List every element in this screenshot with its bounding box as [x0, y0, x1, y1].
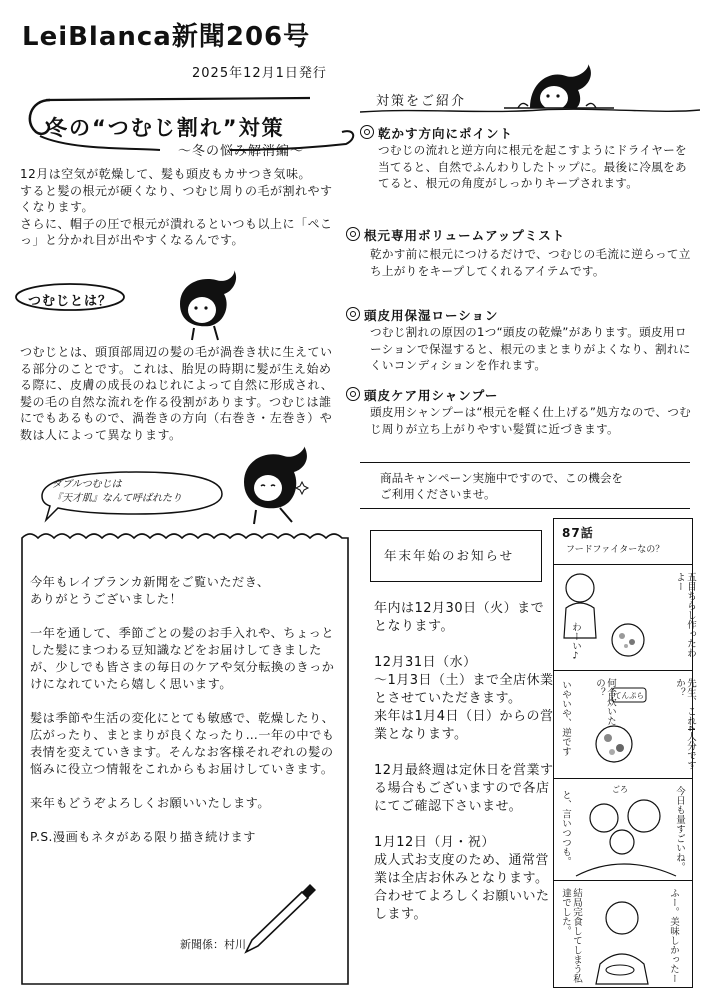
- notice-title: 年末年始のお知らせ: [384, 548, 515, 563]
- spiral-icon: [360, 125, 374, 139]
- comic-dialogue: と、言いつつも。: [560, 790, 571, 866]
- campaign-text: 商品キャンペーン実施中ですので、この機会を ご利用くださいませ。: [380, 471, 624, 501]
- feature-subtitle: 〜冬の悩み解消編〜: [178, 144, 305, 159]
- measure-1-title: 乾かす方向にポイント: [360, 124, 513, 142]
- notice-body: 年内は12月30日（火）までとなります。 12月31日（水） 〜1月3日（土）まで全店休業とさせていただきます。 来年は1月4日（日）からの営業となります。 12月最終週は定休日を営業する場合もございますので各店にてご確認下さいませ。 1月12日（月・祝） 成人式お支度のため、通常営業は全店お休みとなります。 合わせてよろしくお願いいたします。: [374, 601, 554, 922]
- comic-title: フードファイターなの？: [566, 545, 665, 555]
- measure-1-text: つむじの流れと逆方向に根元を起こすようにドライヤーを当てると、自然でふんわりしたトップに。最後に冷風をあてると、根元の角度がしっかりキープされます。: [378, 143, 687, 191]
- measure-4-text: 頭皮用シャンプーは“根元を軽く仕上げる”処方なので、つむじ周りが立ち上がりやすい髪質に近づきます。: [370, 405, 692, 436]
- spiral-icon: [346, 307, 360, 321]
- spiral-icon: [346, 387, 360, 401]
- comic-panel-divider: [553, 778, 693, 779]
- mascot-thinking-illustration: [170, 270, 240, 342]
- signature: 新聞係：村川: [180, 938, 246, 951]
- measure-4-title: 頭皮ケア用シャンプー: [346, 386, 498, 404]
- spiral-icon: [346, 227, 360, 241]
- comic-panel-divider: [553, 880, 693, 881]
- comic-dialogue: ふー。美味しかったー: [668, 888, 679, 983]
- comic-sfx: ごろ: [612, 785, 628, 794]
- measures-divider: [360, 106, 700, 116]
- campaign-rule-top: [360, 462, 690, 463]
- comic-dialogue: わーい♪: [570, 622, 581, 662]
- comic-sfx: てんぷら: [614, 691, 644, 700]
- measures-heading: 対策をご紹介: [376, 94, 467, 109]
- what-is-body: つむじとは、頭頂部周辺の髪の毛が渦巻き状に生えている部分のことです。これは、胎児の時期に髪が生え始める際に、皮膚の成長のねじれによって自然に形成され、髪の毛の自然な流れを作る役割があります。つむじは誰にでもあるもので、渦巻きの方向（右巻き・左巻き）や数は人によって異なります。: [20, 345, 334, 442]
- mascot-pointing-illustration: [236, 446, 314, 526]
- measure-2-text: 乾かす前に根元につけるだけで、つむじの毛流に逆らって立ち上がりをキープしてくれるアイテムです。: [370, 247, 691, 278]
- measure-3-text: つむじ割れの原因の1つ“頭皮の乾燥”があります。頭皮用ローションで保湿すると、根元のまとまりがよくなり、割れにくいコンディションを作れます。: [370, 325, 691, 373]
- comic-narration: 結局完食してしまう私達でした。: [560, 888, 582, 983]
- comic-dialogue: 五目ちらし作ったわよー: [674, 572, 696, 658]
- measure-3-title: 頭皮用保湿ローション: [346, 306, 499, 324]
- measure-2-title: 根元専用ボリュームアップミスト: [346, 226, 565, 244]
- speech-text: ダブルつむじは 『天才肌』なんて呼ばれたり: [52, 479, 182, 504]
- comic-episode: 87話: [562, 526, 594, 540]
- comic-dialogue: 先生、これ4人分ですか？: [674, 678, 696, 770]
- comic-panel-3-art: [556, 782, 690, 878]
- comic-panel-divider: [553, 564, 693, 565]
- editor-letter: 今年もレイブランカ新聞をご覧いただき、 ありがとうございました！ 一年を通して、季節ごとの髪のお手入れや、ちょっとした髪にまつわる豆知識などをお届けしてきましたが、少しでも皆さまの毎日のケアや気分転換のきっかけになれていたら嬉しく思います。 髪は季節や生活の変化にとても敏感で、乾燥したり、広がったり、まとまりが良くなったり…一年の中でも表情を変えていきます。そんなお客様それぞれの髪の悩みに役立つ情報をこれからもお届けしていきます。 来年もどうぞよろしくお願いいたします。 P.S.漫画もネタがある限り描き続けます: [30, 575, 335, 844]
- what-is-label: つむじとは？: [28, 294, 113, 309]
- campaign-rule-bottom: [360, 508, 690, 509]
- comic-panel-divider: [553, 670, 693, 671]
- issue-date: 2025年12月1日発行: [192, 66, 327, 81]
- feature-title: 冬の“つむじ割れ”対策: [46, 116, 285, 140]
- mascot-peeking-illustration: [504, 62, 614, 110]
- comic-dialogue: 何合炊いたの？: [594, 678, 616, 726]
- masthead-title: LeiBlanca新聞206号: [22, 22, 311, 52]
- comic-dialogue: いやいや、逆です: [560, 680, 571, 756]
- comic-dialogue: 今日も量すごいね。: [674, 786, 685, 872]
- feature-intro: 12月は空気が乾燥して、髪も頭皮もカサつき気味。 すると髪の根元が硬くなり、つむじ周りの毛が割れやすくなります。 さらに、帽子の圧で根元が潰れるといつも以上に「ペこっ」と分かれ目が出やすくなるんです。: [20, 167, 333, 247]
